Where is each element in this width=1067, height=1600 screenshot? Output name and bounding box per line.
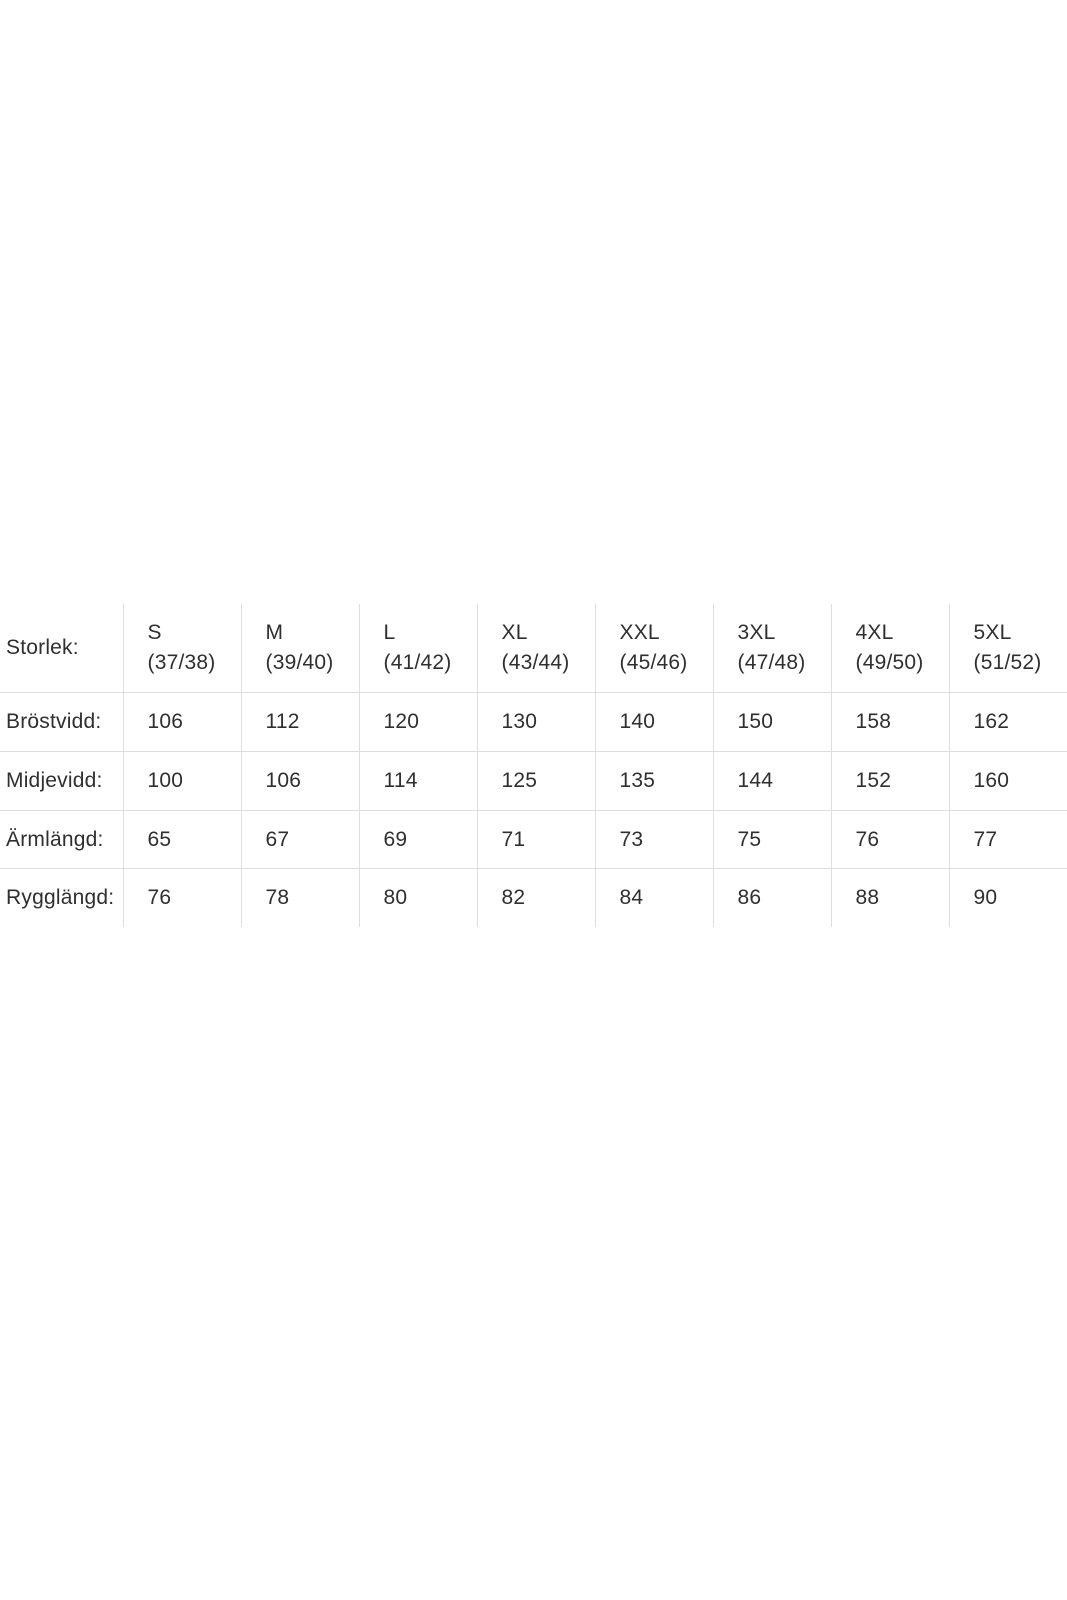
column-header-m-range: (39/40) (265, 651, 334, 674)
cell-midjevidd-l: 114 (359, 751, 477, 810)
cell-brostvidd-xxl: 140 (595, 693, 713, 752)
column-header-m-size: M (265, 621, 284, 645)
cell-brostvidd-5xl: 162 (949, 693, 1067, 752)
row-label-midjevidd: Midjevidd: (0, 751, 123, 810)
cell-brostvidd-3xl: 150 (713, 693, 831, 752)
column-header-3xl-size: 3XL (737, 621, 776, 645)
column-header-m (241, 604, 359, 693)
cell-brostvidd-m: 112 (241, 693, 359, 752)
table-row (0, 810, 1067, 869)
column-header-s-size: S (147, 621, 162, 645)
cell-midjevidd-3xl: 144 (713, 751, 831, 810)
column-header-4xl-size: 4XL (855, 621, 894, 645)
cell-armlangd-3xl: 75 (713, 810, 831, 869)
column-header-l-range: (41/42) (383, 651, 452, 674)
column-header-4xl-range: (49/50) (855, 651, 924, 674)
cell-rygglangd-xxl: 84 (595, 869, 713, 927)
cell-armlangd-s: 65 (123, 810, 241, 869)
cell-rygglangd-s: 76 (123, 869, 241, 927)
cell-midjevidd-5xl: 160 (949, 751, 1067, 810)
column-header-s-range: (37/38) (147, 651, 216, 674)
cell-midjevidd-xxl: 135 (595, 751, 713, 810)
cell-rygglangd-l: 80 (359, 869, 477, 927)
table-row (0, 693, 1067, 752)
cell-armlangd-5xl: 77 (949, 810, 1067, 869)
column-header-l (359, 604, 477, 693)
cell-rygglangd-m: 78 (241, 869, 359, 927)
column-header-xxl (595, 604, 713, 693)
cell-midjevidd-m: 106 (241, 751, 359, 810)
row-label-armlangd: Ärmlängd: (0, 810, 123, 869)
cell-rygglangd-4xl: 88 (831, 869, 949, 927)
column-header-xxl-size: XXL (619, 621, 660, 645)
cell-armlangd-xl: 71 (477, 810, 595, 869)
column-header-4xl (831, 604, 949, 693)
column-header-3xl (713, 604, 831, 693)
cell-armlangd-l: 69 (359, 810, 477, 869)
cell-rygglangd-3xl: 86 (713, 869, 831, 927)
cell-midjevidd-xl: 125 (477, 751, 595, 810)
column-header-storlek: Storlek: (0, 604, 123, 693)
size-chart-table (0, 604, 1067, 927)
column-header-xl-range: (43/44) (501, 651, 570, 674)
cell-midjevidd-4xl: 152 (831, 751, 949, 810)
cell-armlangd-xxl: 73 (595, 810, 713, 869)
cell-armlangd-m: 67 (241, 810, 359, 869)
column-header-5xl-size: 5XL (973, 621, 1012, 645)
cell-brostvidd-4xl: 158 (831, 693, 949, 752)
column-header-5xl-range: (51/52) (973, 651, 1042, 674)
table-row (0, 751, 1067, 810)
cell-brostvidd-s: 106 (123, 693, 241, 752)
cell-midjevidd-s: 100 (123, 751, 241, 810)
table-row (0, 869, 1067, 927)
cell-brostvidd-xl: 130 (477, 693, 595, 752)
row-label-brostvidd: Bröstvidd: (0, 693, 123, 752)
cell-brostvidd-l: 120 (359, 693, 477, 752)
column-header-s (123, 604, 241, 693)
size-chart-container (0, 604, 1067, 927)
cell-rygglangd-xl: 82 (477, 869, 595, 927)
column-header-5xl (949, 604, 1067, 693)
row-label-rygglangd: Rygglängd: (0, 869, 123, 927)
column-header-l-size: L (383, 621, 396, 645)
column-header-xxl-range: (45/46) (619, 651, 688, 674)
cell-armlangd-4xl: 76 (831, 810, 949, 869)
column-header-xl (477, 604, 595, 693)
table-header-row (0, 604, 1067, 693)
cell-rygglangd-5xl: 90 (973, 886, 998, 910)
column-header-3xl-range: (47/48) (737, 651, 806, 674)
column-header-xl-size: XL (501, 621, 528, 645)
